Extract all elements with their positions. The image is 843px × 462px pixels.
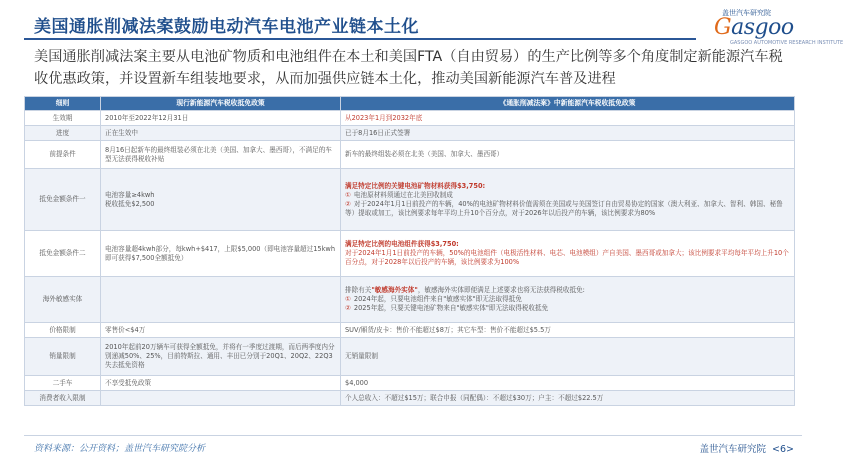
cell-current: 8月16日起新车的最终组装必须在北美（美国、加拿大、墨西哥），不满足的车型无法获得税收补贴 [101,141,341,169]
list-item: ① 2024年起，只要电池组件来自"敏感实体"即无法取得抵免 [345,295,522,303]
cell-current: 正在生效中 [101,126,341,141]
cell-current: 电池容量超4kwh部分，每kwh+$417，上限$5,000（即电池容量超过15kwh即可获得$7,500全额抵免） [101,231,341,277]
gasgoo-logo [700,6,843,48]
list-item: ② 2025年起，只要关键电池矿物来自"敏感实体"即无法取得税收抵免 [345,304,549,312]
page-title: 美国通胀削减法案鼓励电动汽车电池产业链本土化 [34,17,419,37]
cell-ira: 从2023年1月到2032年底 [341,111,795,126]
cell-current: 电池容量≥4kwh 税收抵免$2,500 [101,169,341,231]
cell-current: 零售价<$4万 [101,323,341,338]
row-label: 海外敏感实体 [25,277,101,323]
logo-wordmark: Gasgoo [714,15,794,40]
table-row [25,323,795,338]
row-label: 抵免金额条件二 [25,231,101,277]
row-label: 前提条件 [25,141,101,169]
policy-comparison-table [24,96,795,406]
logo-subtitle: GASGOO AUTOMOTIVE RESEARCH INSTITUTE [730,40,843,46]
list-item: ① 电池原材料须通过在北美回收制成 [345,190,453,199]
cell-current: 2010年至2022年12月31日 [101,111,341,126]
logo-caption: 盖世汽车研究院 [722,9,771,17]
row-label: 二手车 [25,376,101,391]
table-row [25,111,795,126]
footer-divider [24,435,802,436]
cell-ira: 排除有关"敏感海外实体"，敏感海外实体即便满足上述要求也将无法获得税收抵免: ① 2024年起，只要电池组件来自"敏感实体"即无法取得抵免 ② 2025年起，只要关键电池矿物来自"敏感实体"即无法取得税收抵免 [341,277,795,323]
cell-ira: SUV/厢货/皮卡：售价不能超过$8万；其它车型：售价不能超过$5.5万 [341,323,795,338]
cell-ira: 个人总收入：不超过$15万；联合申报（同配偶）：不超过$30万；户主：不超过$22.5万 [341,391,795,406]
cell-ira [341,169,795,231]
table-row [25,169,795,231]
row-label: 消费者收入限制 [25,391,101,406]
row-label: 进度 [25,126,101,141]
cell-ira: 新车的最终组装必须在北美（美国、加拿大、墨西哥） [341,141,795,169]
cell-ira: $4,000 [341,376,795,391]
table-row [25,231,795,277]
table-row [25,126,795,141]
cell-current: 不享受抵免政策 [101,376,341,391]
table-header-row [25,97,795,111]
row-label: 抵免金额条件一 [25,169,101,231]
cell-current [101,277,341,323]
intro-paragraph: 美国通胀削减法案主要从电池矿物质和电池组件在本土和美国FTA（自由贸易）的生产比例等多个角度制定新能源汽车税收优惠政策，并设置新车组装地要求，从而加强供应链本土化，推动美国新能源汽车普及进程 [34,49,783,87]
cell-current [101,391,341,406]
table-row [25,141,795,169]
page-number: <6> [772,444,794,455]
row-label: 生效期 [25,111,101,126]
cell-ira-heading: 满足特定比例的电池组件获得$3,750: [345,240,459,248]
footer-brand: 盖世汽车研究院 <6> [699,444,794,455]
row-label: 销量限制 [25,338,101,376]
column-header-item: 细则 [25,97,101,111]
row-label: 价格限制 [25,323,101,338]
list-item: ② 对于2024年1月1日前投产的车辆，40%的电池矿物材料价值需须在美国或与美国签订自由贸易协定的国家（澳大利亚、加拿大、智利、韩国、秘鲁等）提取或加工，该比例要求每年平均上升10个百分点，对于2026年以后投产的车辆，该比例要求为80% [345,199,783,217]
cell-current: 2010年起前20万辆车可获得全额抵免，并将有一季度过渡期，而后两季度内分别递减50%、25%，目前特斯拉、通用、丰田已分别于20Q1、20Q2、22Q3失去抵免资格 [101,338,341,376]
column-header-current-policy: 现行新能源汽车税收抵免政策 [101,97,341,111]
cell-ira: 无销量限制 [341,338,795,376]
title-divider [24,38,696,40]
table-row [25,376,795,391]
cell-ira: 已于8月16日正式签署 [341,126,795,141]
table-row [25,338,795,376]
column-header-ira-policy: 《通胀削减法案》中新能源汽车税收抵免政策 [341,97,795,111]
table-row [25,391,795,406]
cell-ira: 满足特定比例的电池组件获得$3,750: 对于2024年1月1日前投产的车辆，50%的电池组件（电极活性材料、电芯、电池模组）产自美国、墨西哥或加拿大；该比例要求平均每年平均上升10个百分点，对于2028年以后投产的车辆，该比例要求为100% [341,231,795,277]
cell-ira-heading: 满足特定比例的关键电池矿物材料获得$3,750: [345,181,486,190]
source-note: 资料来源：公开资料；盖世汽车研究院分析 [34,444,206,454]
table-row [25,277,795,323]
